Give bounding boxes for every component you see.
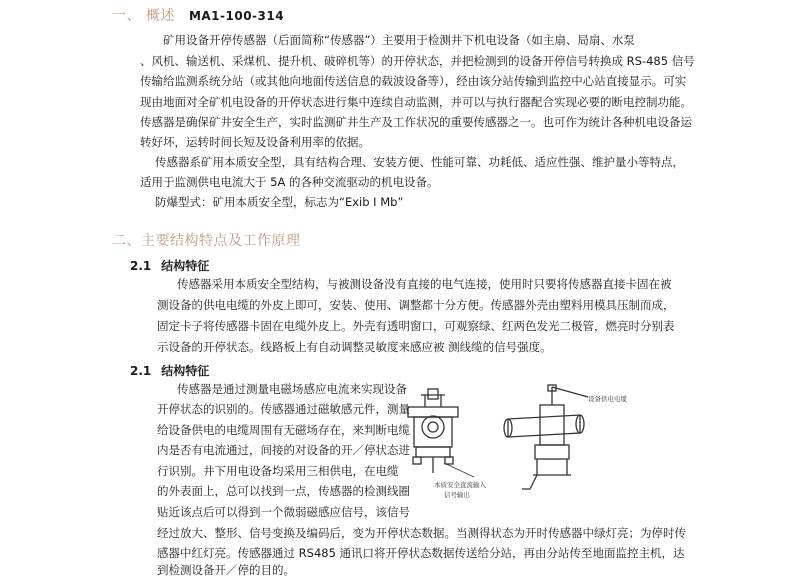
s1-line-4: 现由地面对全矿机电设备的开停状态进行集中连续自动监测，并可以与执行器配合实现必要的断电控制功能。 <box>140 95 692 109</box>
s2b-line-2: 开停状态的识别的。传感器通过磁敏感元件，测量 <box>157 402 410 416</box>
s1-line-7: 传感器系矿用本质安全型，具有结构合理、安装方便、性能可靠、功耗低、适应性强、维护量小等特点， <box>155 155 684 169</box>
s2b-line-6: 的外表面上，总可以找到一点，传感器的检测线圈 <box>157 484 410 498</box>
s1-line-1: 矿用设备开停传感器（后面简称“传感器”）主要用于检测井下机电设备（如主扇、局扇、水泵 <box>163 33 635 47</box>
output-label-2: 信号输出 <box>444 491 470 499</box>
subsection-2-title: 结构特征 <box>161 364 210 378</box>
s2b-line-4: 内是否有电流通过，间接的对设备的开／停状态进 <box>157 443 410 457</box>
subsection-1-title: 结构特征 <box>161 259 210 273</box>
s2b-line-9: 感器中红灯亮。传感器通过 RS485 通讯口将开停状态数据传送给分站，再由分站传至地面监控主机，达 <box>157 546 685 560</box>
s2a-line-4: 示设备的开停状态。线路板上有自动调整灵敏度来感应被 测线缆的信号强度。 <box>157 340 552 354</box>
subsection-1-heading <box>130 257 209 274</box>
sensor-installation-figure <box>400 383 630 513</box>
section-1-heading <box>112 5 284 25</box>
s2b-line-7: 贴近该点后可以得到一个微弱磁感应信号，该信号 <box>157 505 410 519</box>
s2a-line-1: 传感器采用本质安全型结构，与被测设备没有直接的电气连接，使用时只要将传感器直接卡固在被 <box>177 277 672 291</box>
s1-line-5: 传感器是确保矿井安全生产，实时监测矿井生产及工作状况的重要传感器之一。也可作为统计各种机电设备运 <box>140 115 692 129</box>
s2a-line-3: 固定卡子将传感器卡固在电缆外皮上。外壳有透明窗口，可观察绿、红两色发光二极管，燃亮时分别表 <box>157 319 675 333</box>
section-1-title: 一、 概述 <box>112 8 175 24</box>
s1-line-8: 适用于监测供电电流大于 5A 的各种交流驱动的机电设备。 <box>140 175 439 189</box>
s1-line-9: 防爆型式：矿用本质安全型，标志为“Exib I Mb” <box>155 195 404 209</box>
subsection-2-heading <box>130 362 209 379</box>
s1-line-3: 传输给监测系统分站（或其他向地面传送信息的载波设备等），经由该分站传输到监控中心站直接显示。可实 <box>140 74 687 88</box>
s1-line-6: 转好坏，运转时间长短及设备利用率的依据。 <box>140 135 370 149</box>
s2b-line-10: 到检测设备开／停的目的。 <box>157 563 295 577</box>
subsection-1-number: 2.1 <box>130 259 152 273</box>
output-label-1: 本质安全直流输入 <box>434 481 486 489</box>
section-2-heading: 二、主要结构特点及工作原理 <box>112 233 301 249</box>
s2a-line-2: 测设备的供电电缆的外皮上即可，安装、使用、调整都十分方便。传感器外壳由塑料用模具压制而成， <box>157 298 675 312</box>
s2b-line-8: 经过放大、整形、信号变换及编码后，变为开停状态数据。当测得状态为开时传感器中绿灯亮；为停时传 <box>157 526 686 540</box>
sensor-on-cable-view <box>504 385 588 489</box>
s1-line-2: 、风机、输送机、采煤机、提升机、破碎机等）的开停状态，并把检测到的设备开停信号转换成 RS-485 信号 <box>140 54 695 68</box>
s2b-line-1: 传感器是通过测量电磁场感应电流来实现设备 <box>177 382 407 396</box>
s2b-line-5: 行识别。井下用电设备均采用三相供电，在电缆 <box>157 464 399 478</box>
subsection-2-number: 2.1 <box>130 364 152 378</box>
cable-label: 设备供电电缆 <box>588 395 627 403</box>
sensor-front-view <box>408 389 458 473</box>
s2b-line-3: 给设备供电的电缆周围有无磁场存在，来判断电缆 <box>157 423 410 437</box>
model-code: MA1-100-314 <box>188 9 285 23</box>
